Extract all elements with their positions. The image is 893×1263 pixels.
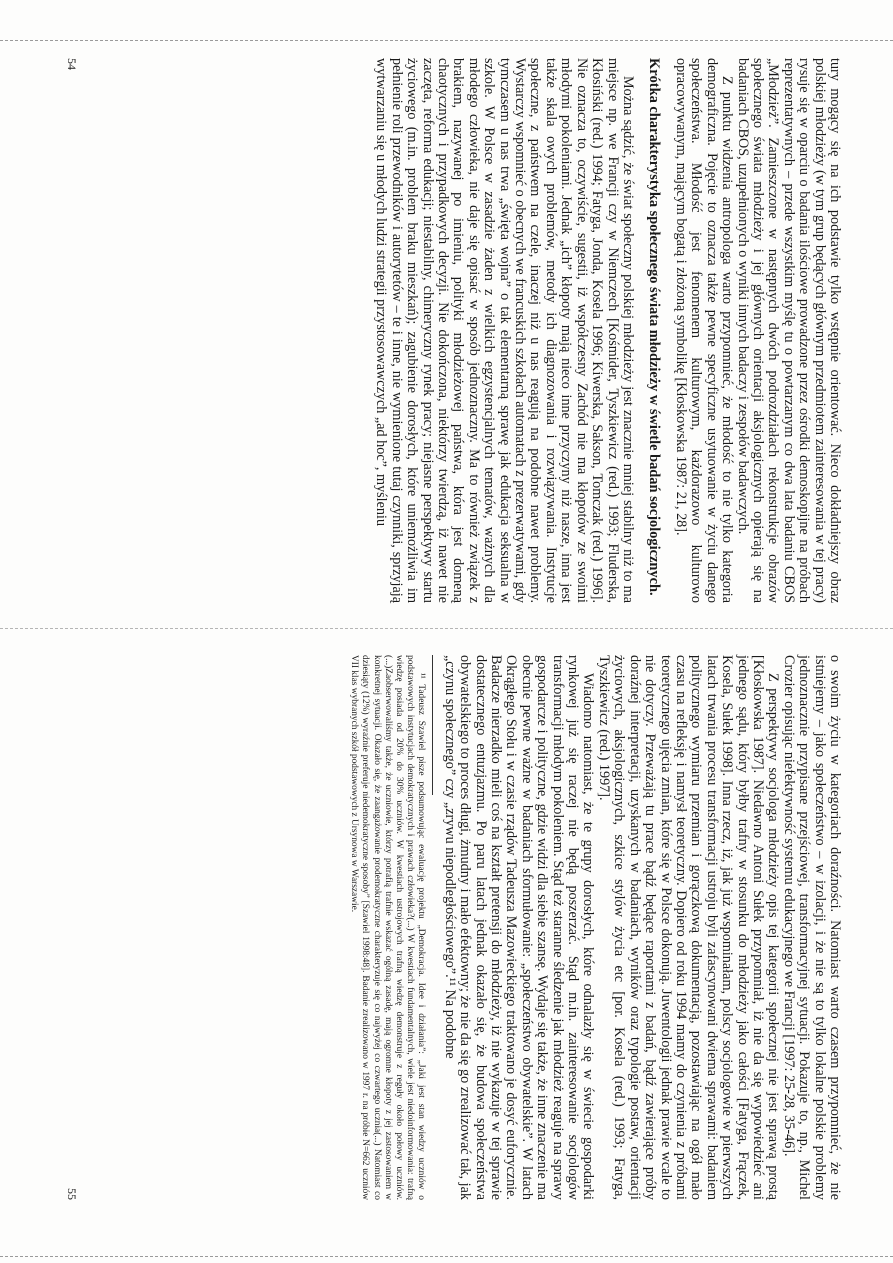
- footnote: ¹¹ Tadeusz Szawiel pisze podsumowując ewaluację projektu „Demokracja. Idee i działania”: „Jaki jest stan wiedzy uczniów o podstawowych instytucjach demokratycznych i prawach człowieka?(...) W kwestiach fundamentalnych, wiele jest niedoinformowania: trafną wiedzę posiada od 20% do 30% uczniów. W kwestiach ustrojowych trafną wiedzę demonstruje z reguły około połowy uczniów.(...)Zaobserwowaliśmy także, że uczniowie, którzy potrafią trafnie wskazać ogólną zasadę, mają ogromne kłopoty z jej zastosowaniem w konkretnej sytuacji. Okazało się, że zaangażowanie prodemokratyczne charakteryzuje się co najwyżej co czwartego ucznia(...) Natomiast co dziesiąty (12%) wyraźnie preferuje niedemokratyczne sposoby” [Szawiel 1998:48]. Badanie zrealizowano w 1997 r. na próbie N=662 uczniów VII klas wybranych szkół podstawowych z Ursynowa w Warszawie.: [349, 655, 427, 1200]
- page-fold: [0, 628, 893, 629]
- section-heading: Krótka charakterystyka społecznego świata młodzieży w świetle badań socjologicznych.: [645, 58, 662, 596]
- paragraph: Z perspektywy socjologa młodzieży opis tej kategorii społecznej nie jest sprawą prostą [Kłoskowska 1987]. Niedawno Antoni Sułek przypomniał, iż nie da się wypowiedzieć ani jednego sądu, który byłby trafny w stosunku do młodzieży jako całości [Fatyga, Frączek, Kosela, Sułek 1998]. Inna rzecz, iż, jak już wspominałam, polscy socjologowie w pierwszych latach trwania procesu transformacji ustroju byli zafascynowani dwiema sprawami: badaniem politycznego wymiaru przemian i gorączkową dokumentacją, pozostawiając na ogół mało czasu na refleksję i namysł teoretyczny. Dopiero od roku 1994 mamy do czynienia z próbami teoretycznego ujęcia zmian, które się w Polsce dokonują. Juwentologii jednak prawie wcale to nie dotyczy. Przeważają tu prace bądź będące raportami z badań, bądź zawierające próby doraźnej interpretacji, uzyskanych w badaniach, wyników oraz typologie postaw, orientacji życiowych, aksjologicznych, szkice stylów życia etc [por. Kosela (red.) 1993; Fatyga, Tyszkiewicz (red.) 1997].: [595, 655, 782, 1200]
- paragraph: Wiadomo natomiast, że te grupy dorosłych, które odnalazły się w świecie gospodarki rynkowej już się raczej nie będą poszerzać. Stąd m.in. zainteresowanie socjologów transformacji młodym pokoleniem. Stąd też staranne śledzenie jak młodzież reaguje na sprawy gospodarcze i polityczne, gdzie widzi dla siebie szansę. Wydaje się także, że inne znaczenie ma obecnie pewne ważne w badaniach sformułowanie: „społeczeństwo obywatelskie”. W latach Okrągłego Stołu i w czasie rządów Tadeusza Mazowieckiego traktowano je dosyć euforycznie. Badacze nierzadko mieli coś na kształt pretensji do młodzieży, iż nie wykazuje w tej sprawie dostatecznego entuzjazmu. Po paru latach jednak okazało się, że budowa społeczeństwa obywatelskiego to proces długi, żmudny i mało efektowny; że nie da się go zrealizować tak, jak „czynu społecznego” czy „zrywu niepodległościowego”.¹¹ Na podobne: [441, 655, 597, 1200]
- left-page: [65, 58, 843, 603]
- right-page: [65, 655, 843, 1200]
- page-number: 54: [65, 58, 79, 70]
- footnote-divider: [432, 655, 433, 795]
- paragraph: o swoim życiu w kategoriach doraźności. Natomiast warto czasem przypomnieć, że nie istniejemy – jako społeczeństwo – w izolacji, i że nie są to tylko lokalne polskie problemy jednoznacznie przypisane przejściowej, transformacyjnej sytuacji. Pokazuje to, np., Michel Crozier opisując niefektywność systemu edukacyjnego we Francji [1997: 25-28, 35-46].: [780, 655, 843, 1200]
- paragraph: Można sądzić, że świat społeczny polskiej młodzieży jest znacznie mniej stabilny niż to ma miejsce np. we Francji czy w Niemczech [Kośmider, Tyszkiewicz (red.) 1993; Fluderska, Kłosiński (red.) 1994; Fatyga, Jonda, Kosela 1996; Kiwerska, Sakson, Tomczak (red.) 1996]. Nie oznacza to, oczywiście, sugestii, iż współczesny Zachód nie ma kłopotów ze swoimi młodymi pokoleniami. Jednak „ich” kłopoty mają nieco inne przyczyny niż nasze, inna jest także skala owych problemów, metody ich diagnozowania i rozwiązywania. Instytucje społeczne, z państwem na czele, inaczej niż u nas reagują na podobne nawet problemy. Wystarczy wspomnieć o obecnych we francuskich szkołach automatach z prezerwatywami, gdy tymczasem u nas trwa „święta wojna” o tak elementarną sprawę jak edukacja seksualna w szkole. W Polsce w zasadzie żaden z wielkich egzystencjalnych tematów, ważnych dla młodego człowieka, nie daje się opisać w sposób jednoznaczny. Ma to również związek z brakiem, nazywanej po imieniu, polityki młodzieżowej państwa, która jest domeną chaotycznych i przypadkowych decyzji. Nie dokończona, niektórzy twierdzą, iż nawet nie zaczęta, reforma edukacji; niestabilny, chimeryczny rynek pracy; niejasne perspektywy startu życiowego (m.in. problem braku mieszkań); zagubienie dorosłych, które uniemożliwia im pełnienie roli przewodników i autorytetów – te i inne, nie wymienione tutaj czynniki, sprzyjają wytwarzaniu się u młodych ludzi strategii przystosowawczych „ad hoc”, myśleniu: [373, 58, 636, 603]
- paragraph: Z punktu widzenia antropologa warto przypomnieć, że młodość to nie tylko kategoria demograficzna. Pojęcie to oznacza także pewne specyficzne usytuowanie w życiu danego społeczeństwa. Młodość jest fenomenem kulturowym, każdorazowo kulturowo opracowywanym, mającym bogatą i złożoną symbolikę [Kłoskowska 1987: 21, 28].: [672, 58, 736, 603]
- paragraph: tury mogący się na ich podstawie tylko wstępnie orientować. Nieco dokładniejszy obraz polskiej młodzieży (w tym grup będących głównym przedmiotem zainteresowania w tej pracy) rysuje się w oparciu o badania ilościowe prowadzone przez ośrodki demoskopijne na próbach reprezentatywnych – przede wszystkim myślę tu o powtarzanym co dwa lata badaniu CBOS „Młodzież”. Zamieszczone w następnych dwóch podrozdziałach rekonstrukcje obrazów społecznego świata młodzieży i jej głównych orientacji aksjologicznych opierają się na badaniach CBOS, uzupełnionych o wyniki innych badaczy i zespołów badawczych.: [734, 58, 843, 603]
- scan-edge-top: [0, 40, 893, 41]
- scan-edge-bottom: [0, 1256, 893, 1257]
- page-number: 55: [65, 1188, 79, 1200]
